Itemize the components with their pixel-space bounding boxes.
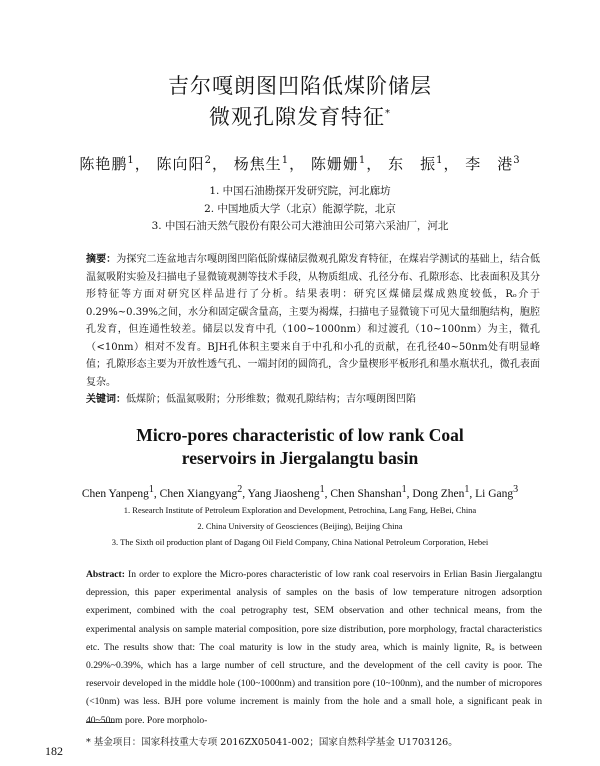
author-aff: 1 xyxy=(358,155,367,166)
author: Dong Zhen xyxy=(412,487,465,500)
chinese-affiliation-1: 1. 中国石油勘探开发研究院，河北廊坊 xyxy=(209,185,391,197)
author: Chen Yanpeng xyxy=(81,487,149,500)
author: Chen Shanshan xyxy=(330,487,402,500)
english-abstract-label: Abstract: xyxy=(86,569,125,580)
page-number: 182 xyxy=(45,744,63,758)
footnote: * 基金项目：国家科技重大专项 2016ZX05041-002；国家自然科学基金 U1703126。 xyxy=(86,737,458,748)
english-title-line2: reservoirs in Jiergalangtu basin xyxy=(181,448,419,468)
author: 李 港 xyxy=(465,155,514,173)
footnote-divider xyxy=(86,722,114,723)
chinese-affiliation-3: 3. 中国石油天然气股份有限公司大港油田公司第六采油厂，河北 xyxy=(151,220,449,232)
author: Chen Xiangyang xyxy=(159,487,238,500)
english-affiliation-1: 1. Research Institute of Petroleum Exploration and Development, Petrochina, Lang Fang, HeBei, China xyxy=(123,505,477,515)
chinese-title-line2 xyxy=(0,101,600,131)
english-title-line1: Micro-pores characteristic of low rank Coal xyxy=(136,425,464,445)
chinese-title-line2-text: 微观孔隙发育特征 xyxy=(209,105,385,129)
author-aff: 1 xyxy=(127,155,135,166)
chinese-abstract xyxy=(86,251,540,391)
author-aff: 3 xyxy=(513,155,521,166)
author-aff: 1 xyxy=(464,484,470,495)
author: 东 振 xyxy=(388,155,437,173)
english-affiliation-2: 2. China University of Geosciences (Beijing), Beijing China xyxy=(197,521,403,531)
chinese-authors: 陈艳鹏$^1$， 陈向阳$^2$， 杨焦生$^1$， 陈姗姗$^1$， 东 振$^1$， 李 港$^3$ xyxy=(79,155,521,173)
title-footnote-mark: * xyxy=(385,108,391,119)
english-abstract xyxy=(86,566,542,730)
english-affiliation-3: 3. The Sixth oil production plant of Dagang Oil Field Company, China National Petroleum Corporation, Hebei xyxy=(111,537,489,547)
author: 陈向阳 xyxy=(156,155,205,173)
author-aff: 1 xyxy=(401,484,407,495)
author: 陈艳鹏 xyxy=(79,155,128,173)
author: Yang Jiaosheng xyxy=(247,487,320,500)
author-aff: 2 xyxy=(204,155,212,166)
english-authors: Chen Yanpeng1, Chen Xiangyang2, Yang Jiaosheng1, Chen Shanshan1, Dong Zhen1, Li Gang3 xyxy=(81,484,519,500)
english-abstract-text: In order to explore the Micro-pores characteristic of low rank coal reservoirs in Erlian Basin Jiergalangtu depression, this paper experimental analysis of samples on the basis of low temperature nitrogen adsorption experiment, combined with the coal petrography test, SEM observation and other technical means, from the experimental analysis on sample material composition, pore size distribution, pore morphology, fractal characteristics etc. The results show that: The coal maturity is low in the study area, which is mainly lignite, Rₒ is between 0.29%~0.39%, which has a large number of cell structure, and the development of the cell cavity is poor. The reservoir developed in the middle hole (100~1000nm) and transition pore (10~100nm), and the number of micropores (<10nm) was less. BJH pore volume increment is mainly from the hole and a small hole, a significant peak in 40~50nm pore. Pore morpholo- xyxy=(86,569,542,726)
chinese-affiliation-2: 2. 中国地质大学（北京）能源学院，北京 xyxy=(204,203,396,215)
author: 陈姗姗 xyxy=(310,155,359,173)
author-aff: 1 xyxy=(148,484,154,495)
chinese-keywords-text: 低煤阶；低温氮吸附；分形维数；微观孔隙结构；吉尔嘎朗图凹陷 xyxy=(126,394,416,405)
chinese-keywords xyxy=(86,390,540,405)
author-aff: 3 xyxy=(513,484,519,495)
author-aff: 2 xyxy=(237,484,243,495)
chinese-abstract-label: 摘要： xyxy=(86,254,117,265)
chinese-title-line1: 吉尔嘎朗图凹陷低煤阶储层 xyxy=(168,74,432,98)
author-aff: 1 xyxy=(281,155,290,166)
author-aff: 1 xyxy=(319,484,325,495)
author: Li Gang xyxy=(475,487,514,500)
chinese-keywords-label: 关键词： xyxy=(86,394,126,405)
chinese-abstract-text: 为探究二连盆地吉尔嘎朗图凹陷低阶煤储层微观孔隙发育特征，在煤岩学测试的基础上，结合低温氮吸附实验及扫描电子显微镜观测等技术手段，从物质组成、孔径分布、孔隙形态、比表面积及其分形特征等方面对研究区样品进行了分析。结果表明：研究区煤储层煤成熟度较低，Rₒ介于0.29%~0.39%之间，水分和固定碳含量高，主要为褐煤，扫描电子显微镜下可见大量细胞结构，胞腔孔发育，但连通性较差。储层以发育中孔（100~1000nm）和过渡孔（10~100nm）为主，微孔（<10nm）相对不发育。BJH孔体积主要来自于中孔和小孔的贡献，在孔径40~50nm处有明显峰值；孔隙形态主要为开放性透气孔、一端封闭的圆筒孔，含少量楔形平板形孔和墨水瓶状孔，微孔表面复杂。 xyxy=(86,254,541,388)
author: 杨焦生 xyxy=(233,155,282,173)
author-aff: 1 xyxy=(436,155,444,166)
